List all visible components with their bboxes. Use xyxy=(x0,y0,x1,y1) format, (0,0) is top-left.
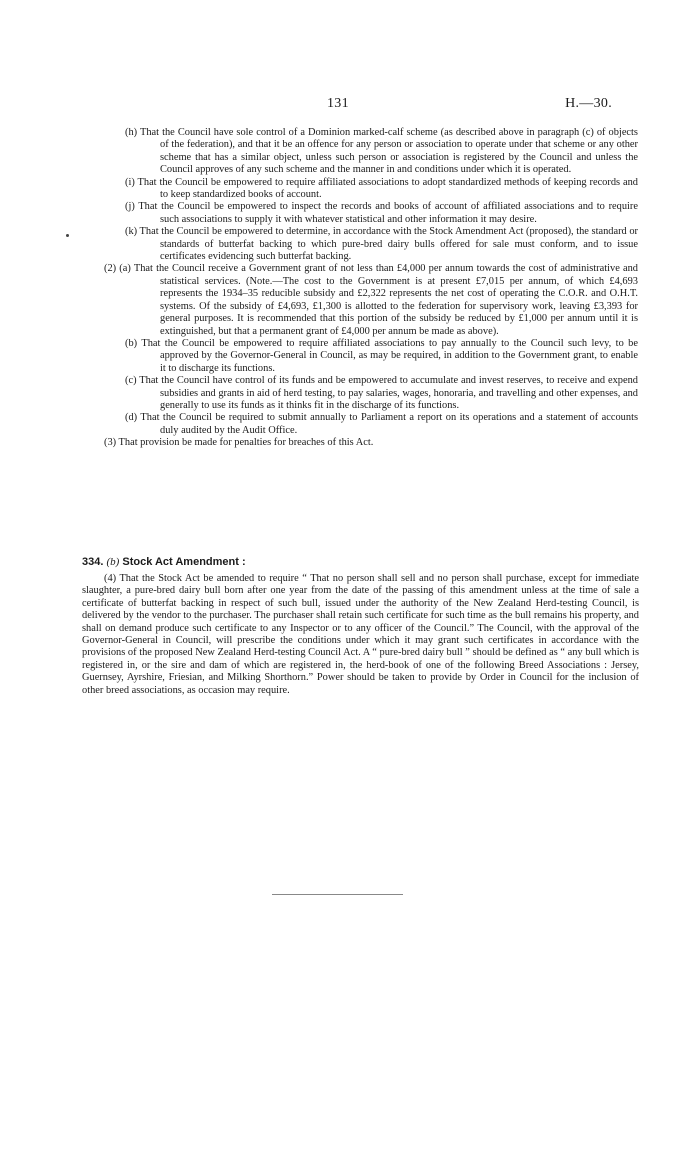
section-sub-label: (b) xyxy=(106,556,120,568)
page-number: 131 xyxy=(327,96,349,111)
clause-label: (b) xyxy=(125,337,138,349)
section-title: Stock Act Amendment : xyxy=(122,556,246,568)
page-header xyxy=(0,98,700,114)
clause-2d xyxy=(104,412,638,437)
clause-text: That the Council be required to submit annually to Parliament a report on its operations and a statement of accounts duly audited by the Audit Office. xyxy=(140,412,639,436)
clause-label: (c) xyxy=(125,375,137,387)
end-rule xyxy=(272,894,403,895)
clause-2a xyxy=(104,263,638,337)
clause-text: That the Council have control of its funds and be empowered to accumulate and invest reserves, to receive and expend subsidies and grants in aid of herd testing, to pay salaries, wages, honoraria, and travelling and other expenses, and generally to use its funds as it thinks fit in the discharge of its functions. xyxy=(139,375,638,411)
clause-text: That the Council be empowered to require affiliated associations to pay annually to the Council such levy, to be approved by the Governor-General in Council, as may be required, in addition to the Government grant, to enable it to discharge its functions. xyxy=(141,337,638,374)
clause-label: (j) xyxy=(125,201,135,213)
clause-text: That provision be made for penalties for breaches of this Act. xyxy=(118,437,374,449)
paragraph-4: (4) That the Stock Act be amended to require “ That no person shall sell and no person shall purchase, except for immediate slaughter, a pure-bred dairy bull born after one year from the date of the passing of this amendment unless at the time of sale a certificate of butterfat backing in respect of such bull, issued under the authority of the New Zealand Herd-testing Council, is delivered by the vendor to the purchaser. The purchaser shall retain such certificate for such time as the bull remains his property, and shall on demand produce such certificate to any Inspector or to any officer of the Council.” The Council, with the approval of the Governor-General in Council, will prescribe the conditions under which it may grant such certificates in accordance with the provisions of the proposed New Zealand Herd-testing Council Act. A “ pure-bred dairy bull ” should be defined as “ any bull which is registered in, or the sire and dam of which are registered in, the herd-book of one of the following Breed Associations : Jersey, Guernsey, Ayrshire, Friesian, and Milking Shorthorn.” Power should be taken to provide by Order in Council for the inclusion of other breed associations, as occasion may require. xyxy=(82,573,639,696)
clause-label: (3) xyxy=(104,437,117,449)
clause-label: (i) xyxy=(125,176,135,188)
clause-label: (2) (a) xyxy=(104,263,131,275)
section-number: 334. xyxy=(82,556,104,568)
clause-k xyxy=(104,226,638,263)
clause-text: That the Council be empowered to require affiliated associations to adopt standardized methods of keeping records and to keep standardized books of account. xyxy=(137,176,638,201)
clause-2b xyxy=(104,338,638,375)
clause-text: That the Council have sole control of a Dominion marked-calf scheme (as described above in paragraph (c) of objects of the federation), and that it be an offence for any person or association to operate under that scheme or any other scheme that has a similar object, unless such person or association is registered by the Council and unless the Council approves of any such scheme and the manner in and conditions under which it is operated. xyxy=(139,127,638,176)
clause-h xyxy=(104,127,638,177)
clause-list xyxy=(104,127,638,450)
clause-label: (k) xyxy=(125,226,138,238)
report-code: H.—30. xyxy=(565,96,612,111)
clause-j xyxy=(104,201,638,226)
section-heading xyxy=(82,556,642,568)
margin-mark xyxy=(66,234,69,237)
clause-text: That the Council be empowered to determine, in accordance with the Stock Amendment Act (proposed), the standard or standards of butterfat backing to which pure-bred dairy bulls offered for sale must conform, and to issue certificates evidencing such butterfat backing. xyxy=(139,226,638,263)
clause-3 xyxy=(104,437,638,449)
clause-label: (d) xyxy=(125,412,138,424)
clause-text: That the Council be empowered to inspect the records and books of account of affiliated associations and to require such associations to supply it with whatever statistical and other information it may desire. xyxy=(138,201,638,225)
clause-label: (h) xyxy=(125,127,138,138)
clause-i xyxy=(104,177,638,202)
clause-2c xyxy=(104,375,638,412)
clause-text: That the Council receive a Government grant of not less than £4,000 per annum towards the cost of administrative and statistical services. (Note.—The cost to the Government is at present £7,015 per annum, of which £4,693 represents the 1934–35 reducible subsidy and £2,322 represents the net cost of operating the C.O.R. and O.H.T. systems. Of the subsidy of £4,693, £1,300 is allotted to the federation for supervisory work, leaving £3,393 for general purposes. It is recommended that this portion of the subsidy be reduced by £1,000 per annum until it is extinguished, but that a permanent grant of £4,000 per annum be made as above). xyxy=(133,263,638,337)
